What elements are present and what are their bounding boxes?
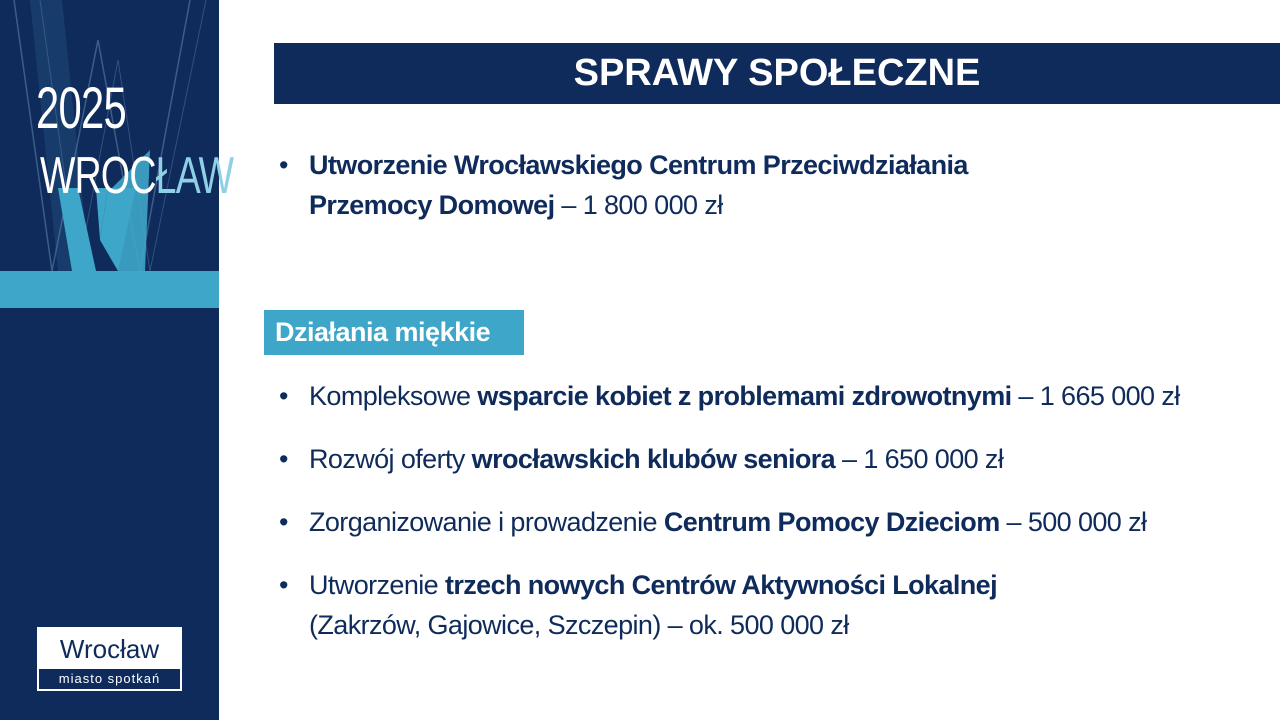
item-text <box>309 439 1003 479</box>
item-line2: (Zakrzów, Gajowice, Szczepin) – ok. 500 000 zł <box>309 610 849 640</box>
item-amount: – 1 650 000 zł <box>835 444 1004 474</box>
item-text <box>309 376 1180 416</box>
item-text <box>309 565 997 645</box>
item-bold-line1: Utworzenie Wrocławskiego Centrum Przeciwdziałania <box>309 150 968 180</box>
city-wordmark-part1: WROC <box>40 147 156 205</box>
page-title: SPRAWY SPOŁECZNE <box>274 43 1280 104</box>
sidebar <box>0 0 234 720</box>
section-label: Działania miękkie <box>264 310 524 355</box>
year-label: 2025 <box>36 76 127 141</box>
item-bold: Centrum Pomocy Dzieciom <box>663 507 1000 537</box>
item-bold: trzech nowych Centrów Aktywności Lokalnej <box>444 570 997 600</box>
bullet: • <box>279 150 288 180</box>
item-prefix: Rozwój oferty <box>309 444 472 474</box>
sidebar-accent-stripe <box>0 271 219 308</box>
item-prefix: Kompleksowe <box>309 381 478 411</box>
list-item <box>279 502 1146 542</box>
item-prefix: Zorganizowanie i prowadzenie <box>309 507 664 537</box>
list-item <box>279 565 997 645</box>
item-bold: wrocławskich klubów seniora <box>471 444 836 474</box>
wroclaw-logo <box>37 627 182 691</box>
bullet: • <box>279 444 288 474</box>
item-bold: wsparcie kobiet z problemami zdrowotnymi <box>477 381 1012 411</box>
list-item <box>279 376 1180 416</box>
item-text <box>309 502 1146 542</box>
bullet: • <box>279 570 288 600</box>
bullet: • <box>279 381 288 411</box>
bullet: • <box>279 507 288 537</box>
item-prefix: Utworzenie <box>309 570 445 600</box>
list-item-top <box>279 145 968 225</box>
city-wordmark-part2: ŁAW <box>155 147 234 205</box>
logo-name: Wrocław <box>39 629 180 669</box>
item-amount: – 1 665 000 zł <box>1011 381 1180 411</box>
item-amount: – 500 000 zł <box>999 507 1147 537</box>
city-wordmark <box>40 148 233 204</box>
list-item <box>279 439 1003 479</box>
item-text <box>309 145 968 225</box>
item-amount: – 1 800 000 zł <box>554 190 723 220</box>
logo-tagline: miasto spotkań <box>58 671 161 686</box>
item-bold-line2: Przemocy Domowej <box>309 190 555 220</box>
